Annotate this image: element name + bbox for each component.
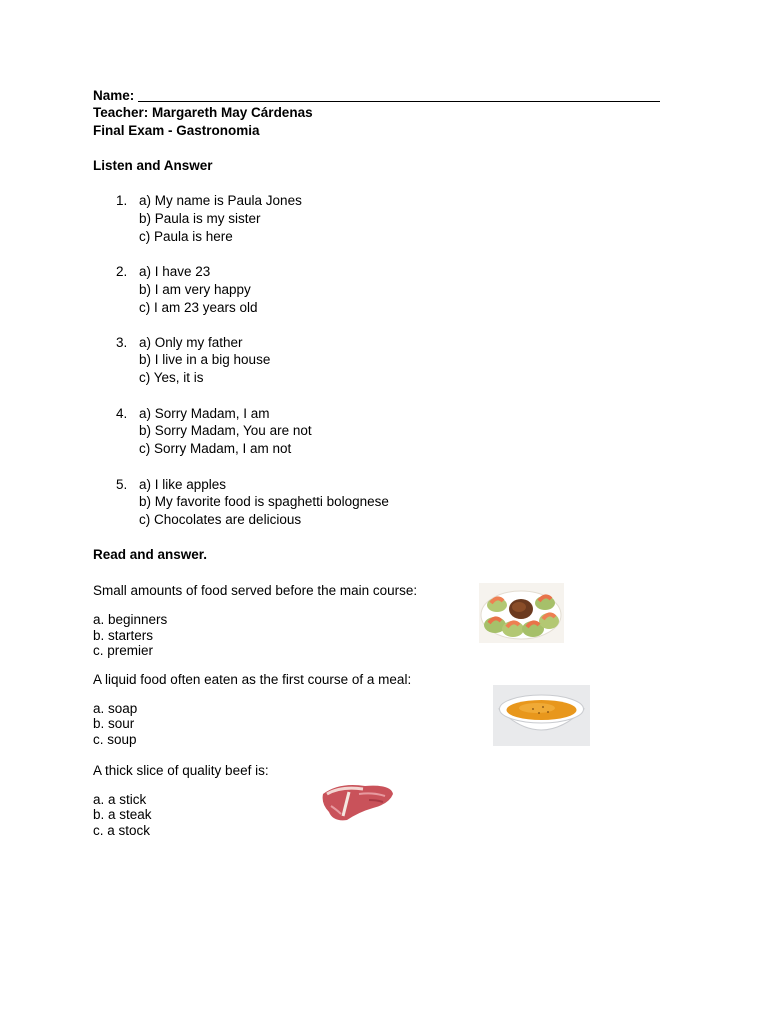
answer-option: c. premier	[93, 643, 154, 658]
listen-heading: Listen and Answer	[93, 158, 213, 173]
answer-option: c) Sorry Madam, I am not	[139, 441, 292, 456]
answer-option: b. a steak	[93, 807, 152, 822]
answer-option: a) My name is Paula Jones	[139, 193, 302, 208]
question-number: 4.	[116, 406, 128, 421]
teacher-name: Teacher: Margareth May Cárdenas	[93, 105, 313, 120]
question-prompt: A liquid food often eaten as the first course of a meal:	[93, 672, 412, 687]
answer-option: a) Only my father	[139, 335, 243, 350]
name-label: Name:	[93, 88, 135, 103]
exam-title: Final Exam - Gastronomia	[93, 123, 260, 138]
answer-option: b. starters	[93, 628, 154, 643]
question-number: 5.	[116, 477, 128, 492]
question-prompt: A thick slice of quality beef is:	[93, 763, 269, 778]
answer-option: a) I like apples	[139, 477, 227, 492]
answer-option: c) Chocolates are delicious	[139, 512, 302, 527]
starter-dish-photo	[479, 583, 564, 643]
answer-option: b) I am very happy	[139, 282, 251, 297]
answer-option: b) Sorry Madam, You are not	[139, 423, 312, 438]
steak-photo	[319, 780, 395, 824]
answer-option: b. sour	[93, 716, 135, 731]
answer-option: b) My favorite food is spaghetti bolognese	[139, 494, 389, 509]
question-number: 1.	[116, 193, 128, 208]
answer-option: c. a stock	[93, 823, 151, 838]
answer-option: b) Paula is my sister	[139, 211, 261, 226]
answer-option: a. beginners	[93, 612, 168, 627]
answer-option: c. soup	[93, 732, 137, 747]
name-answer-line	[138, 101, 660, 102]
answer-option: a. soap	[93, 701, 138, 716]
answer-option: b) I live in a big house	[139, 352, 271, 367]
answer-option: c) I am 23 years old	[139, 300, 258, 315]
question-number: 2.	[116, 264, 128, 279]
answer-option: a. a stick	[93, 792, 147, 807]
question-number: 3.	[116, 335, 128, 350]
question-prompt: Small amounts of food served before the main course:	[93, 583, 418, 598]
soup-bowl-photo	[493, 685, 590, 746]
answer-option: a) Sorry Madam, I am	[139, 406, 270, 421]
read-heading: Read and answer.	[93, 547, 208, 562]
answer-option: c) Yes, it is	[139, 370, 204, 385]
answer-option: c) Paula is here	[139, 229, 233, 244]
answer-option: a) I have 23	[139, 264, 211, 279]
